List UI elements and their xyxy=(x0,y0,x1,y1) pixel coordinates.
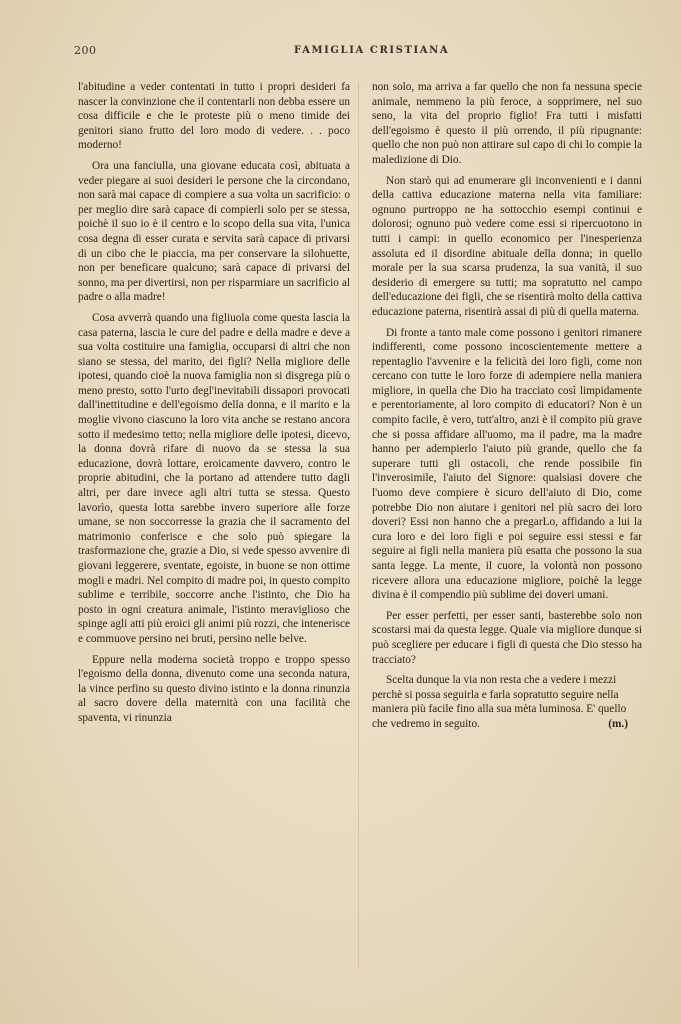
paragraph-text: Scelta dunque la via non resta che a vedere i mezzi perchè si possa seguirla e farla sopratutto seguire nella maniera più facile fino alla sua mèta luminosa. E' quello che vedremo in seguito. xyxy=(372,674,627,730)
right-column xyxy=(372,80,642,738)
paragraph: Ora una fanciulla, una giovane educata così, abituata a veder piegare ai suoi desideri le persone che la circondano, non sarà mai capace di compiere a sua volta un sacrificio: o per meglio dire sarà capace di compierli solo per se stessa, poichè il suo io è il centro e lo scopo della sua vita, l'unica cosa degna di esser curata e servita sarà capace di privarsi di un cibo che le piaccia, ma per conservare la silohuette, non per beneficare qualcuno; sarà capace di privarsi del sonno, ma per divertirsi, non per risparmiare un sacrificio al padre o alla madre! xyxy=(78,159,350,304)
closing-paragraph xyxy=(372,673,642,731)
left-column xyxy=(78,80,350,732)
paragraph: Non starò qui ad enumerare gli inconvenienti e i danni della cattiva educazione materna nella vita familiare: ognuno purtroppo ne ha sottocchio esempi continui e dolorosi; ognuno può vedere come essi si ripercuotono in tutti i campi: in quello economico per l'inesperienza assoluta ed il disordine abituale della donna; in quello morale per la sua scarsa prudenza, la sua vanità, il suo desiderio di emergere su tutti; ma sopratutto nel campo dell'educazione dei figli, che se risentirà molto della cattiva educazione paterna, risentirà assai di più di quella materna. xyxy=(372,174,642,318)
page-header xyxy=(74,40,634,60)
paragraph: Cosa avverrà quando una figliuola come questa lascia la casa paterna, lascia le cure del padre e della madre e deve a sua volta costituire una famiglia, occuparsi di altri che non siano se stessa, del marito, dei figli? Nella migliore delle ipotesi, quando cioè la nuova famiglia non si disgrega più o meno presto, sotto l'urto degl'inevitabili dissapori provocati dall'inettitudine e dell'egoismo della donna, e il marito e la moglie vivono ciascuno la loro vita anche se restano ancora sotto il medesimo tetto; nella migliore delle ipotesi, dicevo, la donna dovrà rifare di nuovo da se stessa la sua educazione, dovrà lottare, eroicamente davvero, contro le proprie abitudini, che la portano ad attendere tutto dagli altri, per dare invece agli altri tutta se stessa. Questo lavorìo, questa lotta sarebbe invero superiore alle forze umane, se non soccorresse la grazia che il sacramento del matrimonio conferisce e che solo può spiegare la trasformazione che, grazie a Dio, si vede spesso avvenire di giovani leggerere, sventate, egoiste, in buone se non ottime mogli e madri. Nel compito di madre poi, in questo compito sublime e terribile, soccorre anche l'istinto, che Dio ha posto in ogni creatura animale, l'istinto meraviglioso che spinge agli atti più eroici gli animi più rozzi, che intenerisce e commuove persino nei bruti, persino nelle belve. xyxy=(78,311,350,645)
paragraph: Di fronte a tanto male come possono i genitori rimanere indifferenti, come possono incoscientemente mettere a repentaglio l'avvenire e la felicità dei loro figli, come non cercano con tutte le loro forze di adempiere nella maniera migliore, in quella che Dio ha tracciato così limpidamente e perentoriamente, al loro compito di educatori? Non è un compito facile, è vero, tutt'altro, anzi è il compito più grave che si possa affidare all'uomo, ma il padre, ma la madre hanno per adempierlo l'aiuto più grande, quello che fa superare tutti gli ostacoli, che rende possibile fin l'inverosimile, l'aiuto del Signore: qualsiasi dovere che l'uomo deve compiere è sicuro dell'aiuto di Dio, come potrebbe Dio non aiutare i genitori nel più sacro dei loro doveri? Essi non hanno che a pregarLo, affidando a lui la cura loro e dei loro figli e poi seguire essi stessi e far seguire ai figli nella maniera più esatta che possono la sua santa legge. La mente, il cuore, la volontà non possono ricevere allora una educazione migliore, poichè la legge divina è il compendio più sublime dei doveri umani. xyxy=(372,326,642,602)
paragraph: Per esser perfetti, per esser santi, basterebbe solo non scostarsi mai da questa legge. Quale via migliore dunque si può scegliere per educare i figli di questa che Dio stesso ha tracciato? xyxy=(372,609,642,666)
author-signature: (m.) xyxy=(608,717,628,730)
paragraph: l'abitudine a veder contentati in tutto i propri desideri fa nascer la convinzione che il contentarli non debba essere un cosa difficile e che le proteste più o meno timide dei genitori siano frutto del loro modo di vedere. . . poco moderno! xyxy=(78,81,350,152)
paragraph: non solo, ma arriva a far quello che non fa nessuna specie animale, nemmeno la più feroce, a sopprimere, nel suo seno, la vita del proprio figlio! Fra tutti i misfatti dell'egoismo è questo il più orrendo, il più ripugnante: quello che non può non attirare sul capo di chi lo compie la maledizione di Dio. xyxy=(372,81,642,166)
column-divider xyxy=(358,82,359,967)
paragraph: Eppure nella moderna società troppo e troppo spesso l'egoismo della donna, divenuto come una seconda natura, la vince perfino su questo divino istinto e la donna rinunzia al sacro dovere della maternità con una facilità che spaventa, vi rinunzia xyxy=(78,653,350,724)
page-number: 200 xyxy=(74,44,97,57)
running-title: FAMIGLIA CRISTIANA xyxy=(294,45,450,56)
